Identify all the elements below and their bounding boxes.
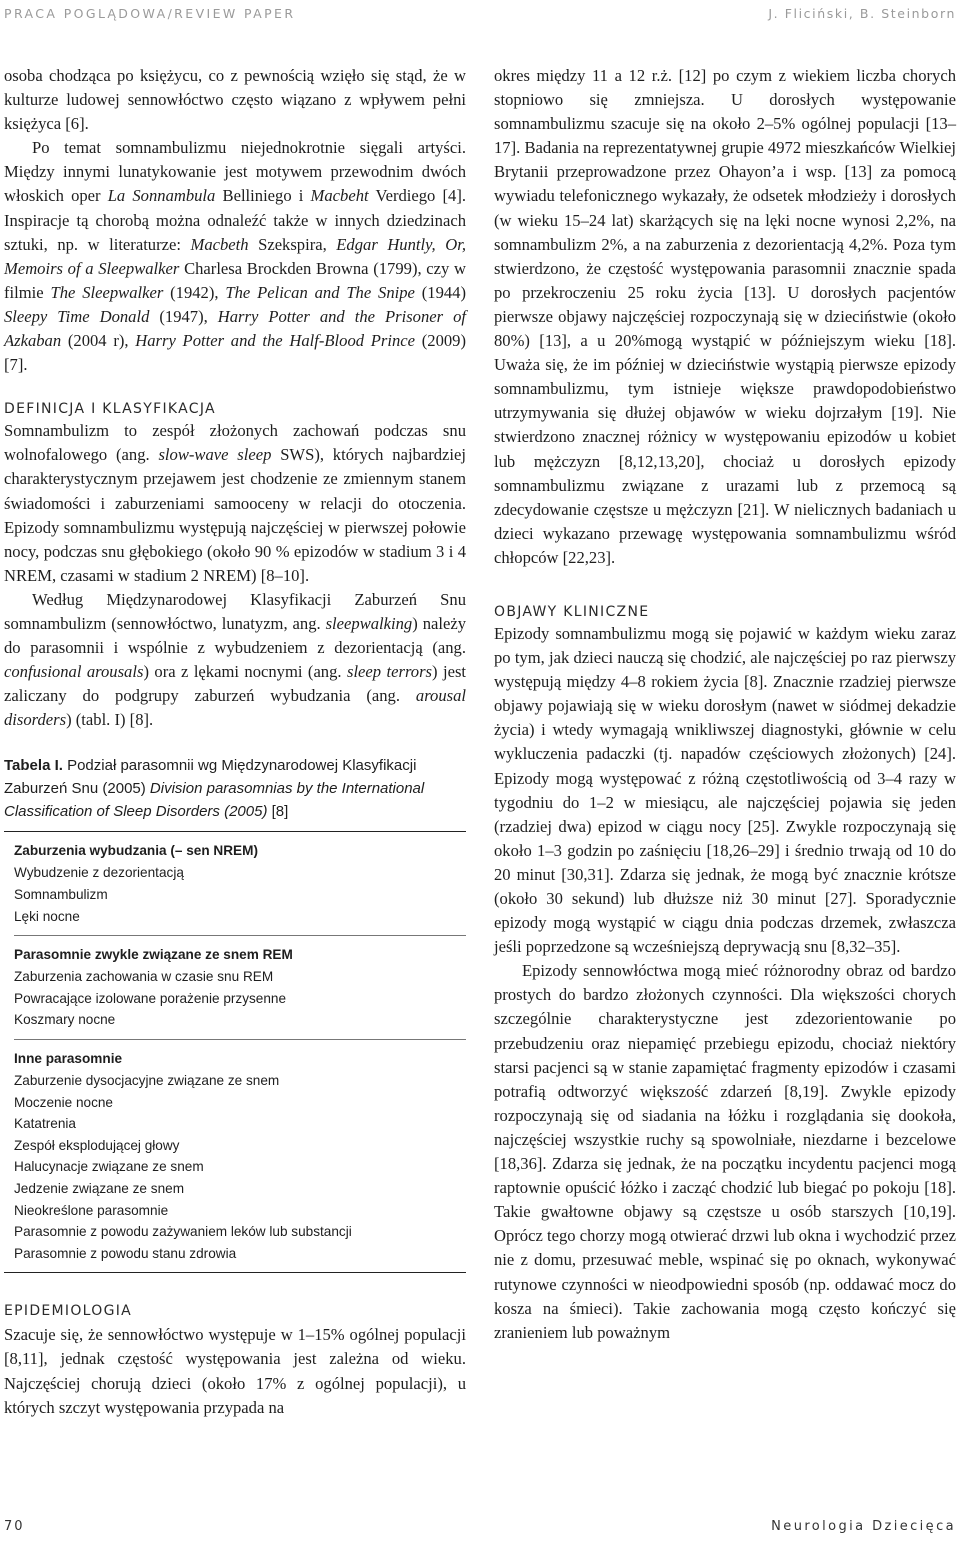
table-row: Parasomnie z powodu stanu zdrowia <box>14 1245 237 1261</box>
table-row: Koszmary nocne <box>14 1012 116 1028</box>
left-column <box>4 64 466 1420</box>
table-caption: Tabela I. Podział parasomnii wg Międzynarodowej Klasyfikacji Zaburzeń Snu (2005) Division parasomnias by the International Classification of Sleep Disorders (2005) [8] <box>4 757 425 821</box>
table-group <box>14 1048 466 1264</box>
table-row: Lęki nocne <box>14 908 80 924</box>
table-group <box>14 944 466 1040</box>
table-group-title: Parasomnie zwykle związane ze snem REM <box>14 947 293 963</box>
page-footer <box>4 1519 956 1537</box>
table-row: Jedzenie związane ze snem <box>14 1180 185 1196</box>
parasomnia-table <box>4 831 466 1273</box>
paragraph-moon: osoba chodząca po księżycu, co z pewnością wzięło się stąd, że w kulturze ludowej sennowłóctwo często wiązano z wpływem pełni księżyca [6]. <box>4 66 466 134</box>
header-authors: J. Fliciński, B. Steinborn <box>768 6 956 21</box>
table-row: Katatrenia <box>14 1116 76 1132</box>
right-column <box>494 64 956 1345</box>
table-row: Zespół eksplodującej głowy <box>14 1137 180 1153</box>
journal-name: Neurologia Dziecięca <box>771 1519 956 1534</box>
paragraph-prevalence: okres między 11 a 12 r.ż. [12] po czym z wiekiem liczba chorych stopniowo się zmniejsza. U dorosłych występowanie somnambulizmu szacuje się na około 2–5% ogólnej populacji [13–17]. Badania na reprezentatywnej grupie 4972 mieszkańców Wielkiej Brytanii przeprowadzone przez Ohayon’a i wsp. [13] za pomocą wywiadu telefonicznego wykazały, że odsetek młodzieży i dorosłych (w wieku 15–24 lat) skarżących się na lęki nocne wynosi 2,2%, na somnambulizm 2%, a na zaburzenia z dezorientacją 4,2%. Poza tym stwierdzono, że częstość występowania parasomnii znacznie spada po przekroczeniu 25 roku życia [13]. U dorosłych pacjentów pierwsze objawy najczęściej rozpoczynają się w dzieciństwie (około 80%) [13], a u 20%mogą wystąpić w późniejszym wieku [18]. Uważa się, że im później w dzieciństwie wystąpią pierwsze epizody somnambulizmu, tym istnieje większe prawdopodobieństwo utrzymywania się dłużej objawów w wieku dojrzałym [19]. Nie stwierdzono znacznej różnicy w występowaniu epizodów u kobiet lub mężczyzn [8,12,13,20], chociaż u dorosłych epizody somnambulizmu związane z urazami lub z przemocą są zdecydowanie częstsze u mężczyzn [21]. W nielicznych badaniach u dzieci wykazano przewagę występowania somnambulizmu wśród chłopców [22,23]. <box>494 66 956 567</box>
table-row: Halucynacje związane ze snem <box>14 1159 204 1175</box>
running-header <box>4 6 956 26</box>
table-row: Nieokreślone parasomnie <box>14 1202 169 1218</box>
table-row: Parasomnie z powodu zażywaniem leków lub substancji <box>14 1224 352 1240</box>
paragraph-classification: Według Międzynarodowej Klasyfikacji Zaburzeń Snu somnambulizm (sennowłóctwo, lunatyzm, ang. sleepwalking) należy do parasomnii i wspólnie z wybudzeniem z dezorientacją (ang. confusional arousals) ora z lękami nocnymi (ang. sleep terrors) jest zaliczany do podgrupy zaburzeń wybudzania (ang. arousal disorders) (tabl. I) [8]. <box>4 589 467 730</box>
table-group <box>14 840 466 936</box>
table-row: Zaburzenie dysocjacyjne związane ze snem <box>14 1073 280 1088</box>
page-number: 70 <box>4 1519 25 1534</box>
table-row: Wybudzenie z dezorientacją <box>14 865 184 881</box>
table-label: Tabela I. <box>4 757 63 775</box>
heading-clinical-symptoms: OBJAWY KLINICZNE <box>494 603 650 620</box>
table-row: Moczenie nocne <box>14 1094 113 1110</box>
paragraph-onset: Epizody somnambulizmu mogą się pojawić w każdym wieku zaraz po tym, jak dzieci nauczą się chodzić, ale najczęściej po raz pierwszy występują między 4–8 rokiem życia [8]. Znacznie rzadziej pierwsze objawy pojawiają się w wieku dorosłym (nawet w siódmej dekadzie życia) i wtedy wymagają wnikliwszej diagnostyki, głównie w celu wykluczenia padaczki (tj. napadów częściowych złożonych) [24]. Epizody mogą występować z różną częstotliwością od 3–4 razy w tygodniu do 1–2 w miesiącu, ale najczęściej pojawia się jeden (rzadziej dwa) epizod w ciągu nocy [25]. Zwykle rozpoczynają się około 1–3 godzin po zaśnięciu [18,26–29] i średnio trwają od 10 do 20 minut [30,31]. Zdarza się jednak, że mogą być znacznie krótsze (około 30 sekund) lub dłuższe niż 30 minut [27]. Sporadycznie epizody mogą wystąpić w ciągu dnia podczas drzemek, zwłaszcza jeśli poprzedzone są wcześniejszą deprywacją snu [8,32–35]. <box>494 623 956 957</box>
paragraph-behaviours: Epizody sennowłóctwa mogą mieć różnorodny obraz od bardzo prostych do bardzo złożonych czynności. Dla większości chorych szczególnie charakterystyczne jest zdezorientowanie po przebudzeniu oraz niepamięć przebiegu epizodu, chociaż niektóry starsi pacjenci są w stanie zapamiętać fragmenty epizodów i czasami potrafią odtworzyć większość zdarzeń [8,19]. Zwykle epizody rozpoczynają się od siadania na łóżku i rozglądania się dookoła, najczęściej wszystkie ruchy są spowolniałe, niezdarne i bezcelowe [18,36]. Zdarza się jednak, że na początku incydentu pacjenci mogą raptownie opuścić łóżko i zacząć chodzić lub biegać po pokoju [18]. Takie gwałtowne objawy są częstsze u osób starszych [10,19]. Oprócz tego chorzy mogą otwierać drzwi lub okna i wychodzić przez nie z domu, przesuwać meble, wspinać się po oknach, wykonywać rutynowe czynności w nieodpowiedni sposób (np. oddawać mocz do kosza na śmieci). Takie zachowania mogą często kończyć się zranieniem lub poważnym <box>494 961 956 1342</box>
table-group-title: Inne parasomnie <box>14 1051 123 1066</box>
paragraph-definition: Somnambulizm to zespół złożonych zachowań podczas snu wolnofalowego (ang. slow-wave sleep SWS), których najbardziej charakterystycznym przejawem jest chodzenie ze zmiennym stanem świadomości i zaburzeniami samooceny w relacji do otoczenia. Epizody somnambulizmu występują najczęściej w pierwszej połowie nocy, podczas snu głębokiego (około 90 % epizodów w stadium 3 i 4 NREM, czasami w stadium 2 NREM) [8–10]. <box>4 421 466 585</box>
table-row: Zaburzenia zachowania w czasie snu REM <box>14 969 274 985</box>
heading-epidemiology: EPIDEMIOLOGIA <box>4 1303 133 1320</box>
table-row: Powracające izolowane porażenie przysenne <box>14 990 287 1006</box>
table-group-title: Zaburzenia wybudzania (– sen NREM) <box>14 843 258 859</box>
heading-definition: DEFINICJA I KLASYFIKACJA <box>4 401 216 418</box>
paragraph-epidemiology: Szacuje się, że sennowłóctwo występuje w 1–15% ogólnej populacji [8,11], jednak częstość występowania jest zależna od wieku. Najczęściej chorują dzieci (około 17% z ogólnej populacji), u których szczyt występowania przypada na <box>4 1325 466 1417</box>
table-row: Somnambulizm <box>14 887 108 903</box>
paragraph-artists: Po temat somnambulizmu niejednokrotnie sięgali artyści. Między innymi lunatykowanie jest motywem przewodnim dwóch włoskich oper La Sonnambula Belliniego i Macbeht Verdiego [4]. Inspiracje tą chorobą można odnaleźć także w innych dziedzinach sztuki, np. w literaturze: Macbeth Szekspira, Edgar Huntly, Or, Memoirs of a Sleepwalker Charlesa Brockden Browna (1799), czy w filmie The Sleepwalker (1942), The Pelican and The Snipe (1944) Sleepy Time Donald (1947), Harry Potter and the Prisoner of Azkaban (2004 r), Harry Potter and the Half-Blood Prince (2009) [7]. <box>4 138 467 375</box>
header-section-label: PRACA POGLĄDOWA/REVIEW PAPER <box>4 6 296 21</box>
